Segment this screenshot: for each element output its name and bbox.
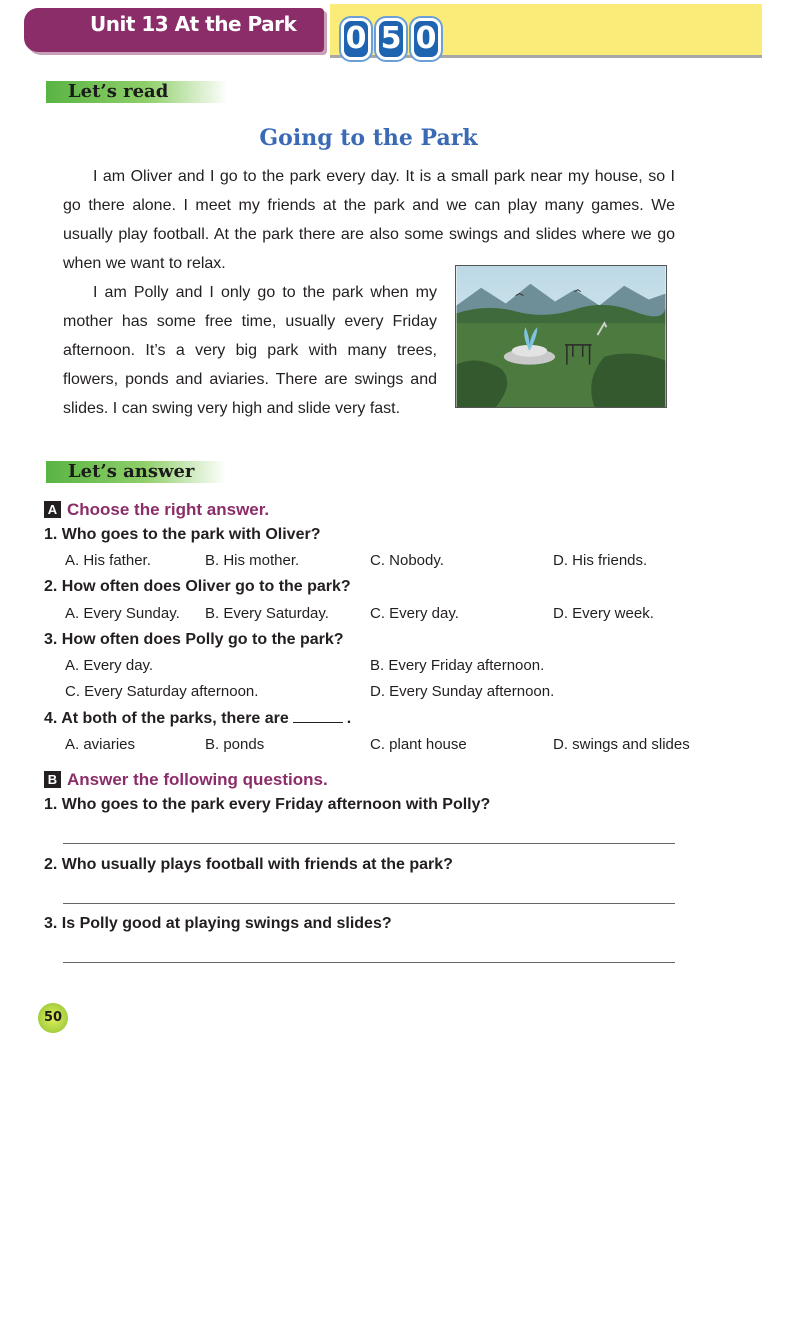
option-a3-d[interactable]: D. Every Sunday afternoon. xyxy=(370,683,555,700)
option-a4-d[interactable]: D. swings and slides xyxy=(553,736,690,753)
question-a4-text: 4. At both of the parks, there are xyxy=(44,710,289,727)
number-digit-2: 5 xyxy=(376,18,406,60)
number-digit-3: 0 xyxy=(411,18,441,60)
question-b3: 3. Is Polly good at playing swings and slides? xyxy=(44,915,392,932)
option-a1-a[interactable]: A. His father. xyxy=(65,552,151,569)
answer-blank[interactable] xyxy=(293,713,343,723)
paragraph-polly: I am Polly and I only go to the park when my mother has some free time, usually every Friday afternoon. It’s a very big park with many trees, flowers, ponds and aviaries. There are swings and slides. I can swing very high and slide very fast. xyxy=(63,284,437,417)
paragraph-oliver: I am Oliver and I go to the park every day. It is a small park near my house, so I go there alone. I meet my friends at the park and we can play many games. We usually play football. At the park there are also some swings and slides where we go when we want to relax. xyxy=(63,168,675,272)
number-digit-1: 0 xyxy=(341,18,371,60)
answer-line-b3[interactable] xyxy=(63,962,675,963)
part-a-letter: A xyxy=(44,501,61,518)
lets-answer-label: Let’s answer xyxy=(46,461,226,483)
question-a2: 2. How often does Oliver go to the park? xyxy=(44,578,351,595)
part-b-heading xyxy=(44,770,328,790)
option-a3-a[interactable]: A. Every day. xyxy=(65,657,154,674)
option-a1-c[interactable]: C. Nobody. xyxy=(370,552,444,569)
lets-read-label: Let’s read xyxy=(46,81,228,103)
part-b-letter: B xyxy=(44,771,61,788)
option-a1-b[interactable]: B. His mother. xyxy=(205,552,300,569)
option-a2-c[interactable]: C. Every day. xyxy=(370,605,459,622)
part-b-instruction: Answer the following questions. xyxy=(67,770,328,789)
park-illustration xyxy=(455,265,667,408)
option-a2-b[interactable]: B. Every Saturday. xyxy=(205,605,329,622)
option-a1-d[interactable]: D. His friends. xyxy=(553,552,648,569)
option-a4-b[interactable]: B. ponds xyxy=(205,736,265,753)
question-a4-end: . xyxy=(346,710,352,727)
option-a2-d[interactable]: D. Every week. xyxy=(553,605,654,622)
option-a4-c[interactable]: C. plant house xyxy=(370,736,467,753)
question-b1: 1. Who goes to the park every Friday afternoon with Polly? xyxy=(44,796,491,813)
option-a4-a[interactable]: A. aviaries xyxy=(65,736,136,753)
part-a-heading xyxy=(44,500,269,520)
story-title: Going to the Park xyxy=(259,125,478,151)
answer-line-b2[interactable] xyxy=(63,903,675,904)
page-number: 50 xyxy=(38,1003,68,1033)
option-a3-c[interactable]: C. Every Saturday afternoon. xyxy=(65,683,259,700)
part-a-instruction: Choose the right answer. xyxy=(67,500,270,519)
unit-title: Unit 13 At the Park xyxy=(90,12,297,36)
question-a4 xyxy=(44,710,351,728)
question-a3: 3. How often does Polly go to the park? xyxy=(44,631,344,648)
question-a1: 1. Who goes to the park with Oliver? xyxy=(44,526,321,543)
option-a3-b[interactable]: B. Every Friday afternoon. xyxy=(370,657,545,674)
question-b2: 2. Who usually plays football with friends at the park? xyxy=(44,856,453,873)
answer-line-b1[interactable] xyxy=(63,843,675,844)
option-a2-a[interactable]: A. Every Sunday. xyxy=(65,605,180,622)
